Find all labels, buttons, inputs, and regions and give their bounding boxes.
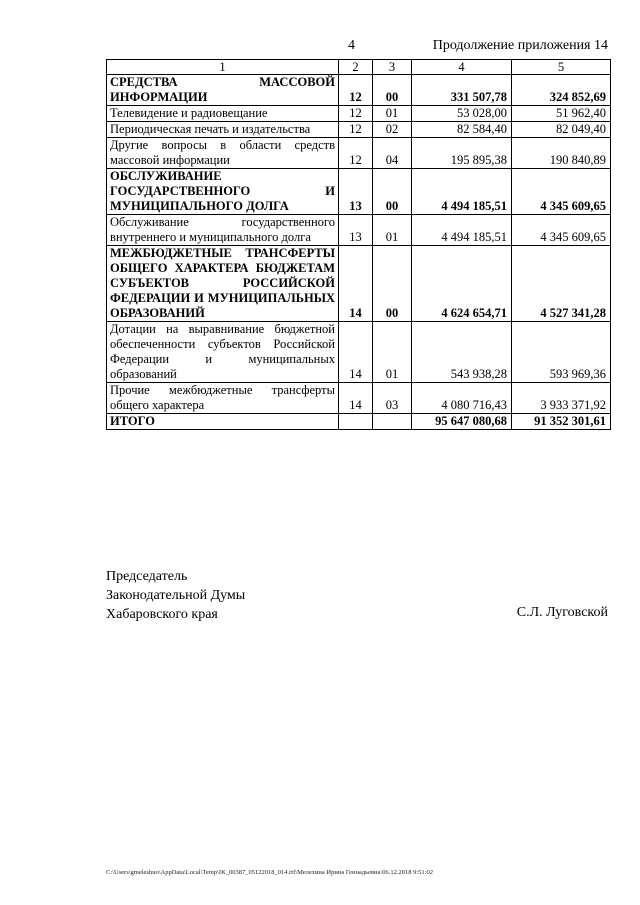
row-amount-1: 4 494 185,51 [412,169,512,215]
row-name: ОБСЛУЖИВАНИЕ ГОСУДАРСТВЕННОГО И МУНИЦИПАЛЬНОГО ДОЛГА [107,169,339,215]
row-section: 13 [339,215,373,246]
row-amount-1: 195 895,38 [412,138,512,169]
row-amount-2: 190 840,89 [512,138,611,169]
row-amount-1: 543 938,28 [412,322,512,383]
row-section: 12 [339,75,373,106]
row-subsection: 00 [373,169,412,215]
row-section: 14 [339,322,373,383]
total-subsection [373,414,412,430]
row-subsection: 00 [373,246,412,322]
row-amount-1: 53 028,00 [412,106,512,122]
table-row [107,383,611,414]
row-amount-2: 4 345 609,65 [512,169,611,215]
row-amount-1: 331 507,78 [412,75,512,106]
row-amount-2: 4 527 341,28 [512,246,611,322]
row-subsection: 01 [373,322,412,383]
budget-table [106,59,611,430]
table-header-row [107,60,611,75]
row-name: Прочие межбюджетные трансферты общего характера [107,383,339,414]
signature-title-line-2: Законодательной Думы [106,588,246,603]
table-row [107,246,611,322]
column-header: 1 [107,60,339,75]
row-name: Другие вопросы в области средств массовой информации [107,138,339,169]
row-subsection: 01 [373,106,412,122]
table-row [107,106,611,122]
continuation-note: Продолжение приложения 14 [432,38,608,53]
row-name: Периодическая печать и издательства [107,122,339,138]
row-section: 12 [339,122,373,138]
table-row [107,322,611,383]
total-amount-1: 95 647 080,68 [412,414,512,430]
total-section [339,414,373,430]
table-row [107,122,611,138]
row-name: СРЕДСТВА МАССОВОЙ ИНФОРМАЦИИ [107,75,339,106]
row-name: Обслуживание государственного внутреннего и муниципального долга [107,215,339,246]
row-amount-1: 4 494 185,51 [412,215,512,246]
row-subsection: 01 [373,215,412,246]
row-amount-2: 82 049,40 [512,122,611,138]
total-row [107,414,611,430]
table-row [107,138,611,169]
row-amount-1: 4 080 716,43 [412,383,512,414]
row-amount-1: 4 624 654,71 [412,246,512,322]
row-name: Телевидение и радиовещание [107,106,339,122]
column-header: 5 [512,60,611,75]
row-section: 14 [339,383,373,414]
row-name: МЕЖБЮДЖЕТНЫЕ ТРАНСФЕРТЫ ОБЩЕГО ХАРАКТЕРА БЮДЖЕТАМ СУБЪЕКТОВ РОССИЙСКОЙ ФЕДЕРАЦИИ И МУНИЦИПАЛЬНЫХ ОБРАЗОВАНИЙ [107,246,339,322]
table-row [107,169,611,215]
row-amount-2: 51 962,40 [512,106,611,122]
row-section: 13 [339,169,373,215]
row-section: 12 [339,106,373,122]
row-amount-2: 3 933 371,92 [512,383,611,414]
signer-name: С.Л. Луговской [516,605,608,620]
signature-title-line-1: Председатель [106,569,188,584]
total-label: ИТОГО [107,414,339,430]
row-amount-2: 593 969,36 [512,322,611,383]
table-row [107,75,611,106]
row-amount-2: 4 345 609,65 [512,215,611,246]
signature-block [106,567,245,624]
row-subsection: 02 [373,122,412,138]
row-subsection: 00 [373,75,412,106]
row-section: 14 [339,246,373,322]
row-section: 12 [339,138,373,169]
signature-title-line-3: Хабаровского края [106,607,218,622]
column-header: 2 [339,60,373,75]
row-amount-1: 82 584,40 [412,122,512,138]
total-amount-2: 91 352 301,61 [512,414,611,430]
column-header: 3 [373,60,412,75]
page-number: 4 [348,38,355,53]
row-subsection: 03 [373,383,412,414]
row-name: Дотации на выравнивание бюджетной обеспеченности субъектов Российской Федерации и муниципальных образований [107,322,339,383]
table-row [107,215,611,246]
file-path-footer: C:\Users\gmeleshuo\AppData\Local\Temp\IK_00387_05122018_014.rtf\Мелехина Ирина Геннадьевна\06.12.2018 9:51:02 [106,869,433,876]
row-subsection: 04 [373,138,412,169]
row-amount-2: 324 852,69 [512,75,611,106]
column-header: 4 [412,60,512,75]
